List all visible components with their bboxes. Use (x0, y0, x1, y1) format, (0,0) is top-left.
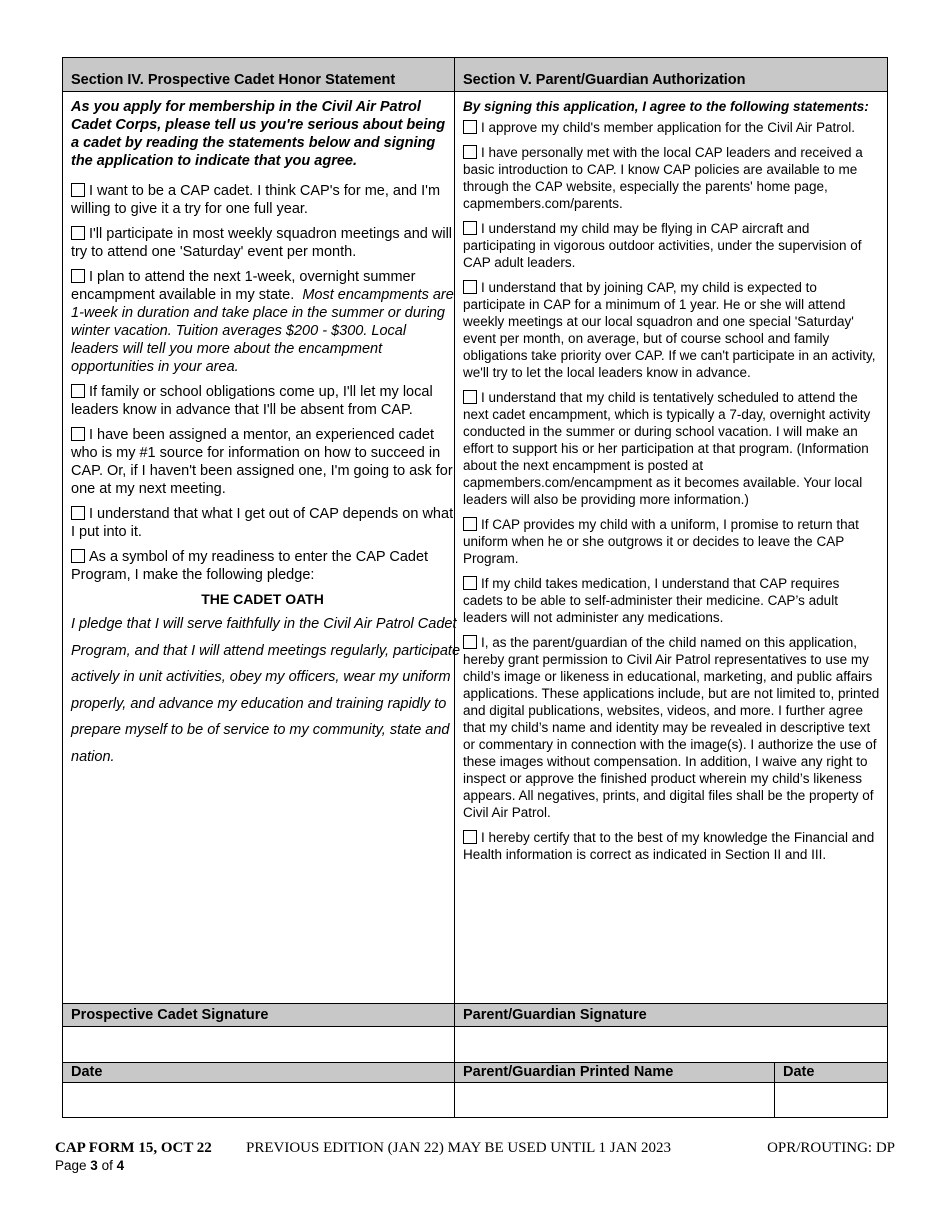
parent-statement-7 (463, 575, 881, 626)
cadet-statement-5-text: I have been assigned a mentor, an experienced cadet who is my #1 source for information on how to succeed in CAP. Or, if I haven't been assigned one, I'm going to ask for one at my next meeting. (71, 427, 453, 497)
section4-title: Section IV. Prospective Cadet Honor Statement (63, 58, 455, 91)
parent-statement-2 (463, 144, 881, 212)
parent-printed-name-label: Parent/Guardian Printed Name (455, 1063, 775, 1082)
cadet-statement-7-checkbox[interactable] (71, 549, 85, 563)
cadet-oath-title: THE CADET OATH (201, 591, 324, 607)
parent-statement-7-checkbox[interactable] (463, 576, 477, 590)
page-current: 3 (90, 1158, 98, 1173)
cadet-signature-cell (63, 1027, 455, 1062)
parent-date-field[interactable] (775, 1083, 887, 1117)
cadet-statement-6-checkbox[interactable] (71, 506, 85, 520)
parent-statement-7-text: If my child takes medication, I understand that CAP requires cadets to be able to self-administer their medicine. CAP’s adult leaders will not administer any medications. (463, 576, 840, 625)
previous-edition-note: PREVIOUS EDITION (JAN 22) MAY BE USED UNTIL 1 JAN 2023 (246, 1140, 671, 1156)
parent-date-cell (775, 1083, 887, 1117)
cadet-oath-text: I pledge that I will serve faithfully in the Civil Air Patrol Cadet Program, and that I will attend meetings regularly, participate actively in unit activities, obey my officers, wear my uniform properly, and advance my education and training rapidly to prepare myself to be of service to my community, state and nation. (71, 616, 461, 765)
parent-statement-5-text: I understand that my child is tentatively scheduled to attend the next cadet encampment, which is typically a 7-day, overnight activity conducted in the summer or during school vacation. I will make an effort to support his or her participation at that program. (Information about the next encampment is posted at capmembers.com/encampment as it becomes available. Your local leaders will also be providing more information.) (463, 390, 871, 507)
page-of: of (101, 1158, 113, 1173)
cadet-statement-2-checkbox[interactable] (71, 226, 85, 240)
cadet-statement-6 (71, 505, 454, 541)
cadet-statement-3-checkbox[interactable] (71, 269, 85, 283)
parent-signature-field[interactable] (455, 1027, 887, 1062)
parent-signature-label: Parent/Guardian Signature (463, 1007, 647, 1023)
cadet-signature-label: Prospective Cadet Signature (63, 1004, 455, 1026)
parent-statement-1-checkbox[interactable] (463, 120, 477, 134)
cadet-statement-4-text: If family or school obligations come up, I'll let my local leaders know in advance that I'll be absent from CAP. (71, 384, 433, 418)
page-total: 4 (116, 1158, 125, 1173)
parent-statement-1 (463, 119, 881, 136)
cadet-statement-3 (71, 268, 454, 376)
parent-statement-6-text: If CAP provides my child with a uniform, I promise to return that uniform when he or she outgrows it or decides to leave the CAP Program. (463, 517, 859, 566)
cadet-statement-4-checkbox[interactable] (71, 384, 85, 398)
cadet-statement-4 (71, 383, 454, 419)
signature-row (63, 1027, 887, 1063)
parent-statement-9 (463, 829, 881, 863)
section4-intro: As you apply for membership in the Civil Air Patrol Cadet Corps, please tell us you're serious about being a cadet by reading the statements below and signing the application to indicate that you agree. (71, 99, 446, 169)
parent-statement-2-text: I have personally met with the local CAP leaders and received a basic introduction to CAP. I know CAP policies are available to me through the CAP website, especially the parents' home page, capmembers.com/parents. (463, 145, 863, 211)
parent-printed-name-cell (455, 1083, 775, 1117)
parent-statement-5 (463, 389, 881, 508)
date-header-row (63, 1063, 887, 1083)
parent-statement-9-text: I hereby certify that to the best of my knowledge the Financial and Health information is correct as indicated in Section II and III. (463, 830, 875, 862)
parent-statement-8-checkbox[interactable] (463, 635, 477, 649)
parent-statement-8 (463, 634, 881, 821)
cadet-statement-2-text: I'll participate in most weekly squadron meetings and will try to attend one 'Saturday' event per month. (71, 226, 453, 260)
parent-statement-4-text: I understand that by joining CAP, my child is expected to participate in CAP for a minimum of 1 year. He or she will attend weekly meetings at our local squadron and one special 'Saturday' event per month, on average, but of course school and family obligations take priority over CAP. If we can't participate in an activity, we'll try to let the local leaders know in advance. (463, 280, 876, 380)
parent-signature-cell (455, 1027, 887, 1062)
encampment-note: Most encampments are 1-week in duration and take place in the summer or during winter vacation. Tuition averages $200 - $300. Local leaders will tell you more about the encampment opportunities in your area. (71, 287, 454, 375)
sections-body (63, 92, 887, 1004)
parent-statement-5-checkbox[interactable] (463, 390, 477, 404)
cadet-statement-7-text: As a symbol of my readiness to enter the CAP Cadet Program, I make the following pledge: (71, 549, 429, 583)
parent-statement-3-checkbox[interactable] (463, 221, 477, 235)
parent-printed-name-field[interactable] (455, 1083, 774, 1117)
cadet-statement-3-text: I plan to attend the next 1-week, overnight summer encampment available in my state. (71, 269, 416, 303)
parent-statement-6-checkbox[interactable] (463, 517, 477, 531)
section5-body (455, 92, 887, 1003)
parent-statement-2-checkbox[interactable] (463, 145, 477, 159)
section-header-row (63, 58, 887, 92)
parent-statement-6 (463, 516, 881, 567)
parent-statement-1-text: I approve my child's member application for the Civil Air Patrol. (481, 120, 855, 135)
cadet-statement-2 (71, 225, 454, 261)
parent-statement-3-text: I understand my child may be flying in CAP aircraft and participating in vigorous outdoor activities, under the supervision of CAP adult leaders. (463, 221, 862, 270)
cadet-statement-5 (71, 426, 454, 498)
cadet-statement-5-checkbox[interactable] (71, 427, 85, 441)
cadet-date-cell (63, 1083, 455, 1117)
parent-statement-9-checkbox[interactable] (463, 830, 477, 844)
parent-statement-4 (463, 279, 881, 381)
cadet-statement-7 (71, 548, 454, 584)
cadet-statement-1-checkbox[interactable] (71, 183, 85, 197)
date-row (63, 1083, 887, 1117)
page-indicator (55, 1158, 124, 1173)
cadet-date-label: Date (63, 1063, 455, 1082)
cadet-statement-6-text: I understand that what I get out of CAP depends on what I put into it. (71, 506, 454, 540)
section5-title: Section V. Parent/Guardian Authorization (463, 72, 746, 88)
parent-statement-3 (463, 220, 881, 271)
signature-header-row (63, 1004, 887, 1027)
opr-routing: OPR/ROUTING: DP (767, 1140, 895, 1156)
cadet-statement-1 (71, 182, 454, 218)
application-form-table (62, 57, 888, 1118)
section5-intro: By signing this application, I agree to the following statements: (463, 99, 869, 114)
parent-statement-4-checkbox[interactable] (463, 280, 477, 294)
cadet-signature-field[interactable] (63, 1027, 454, 1062)
cadet-date-field[interactable] (63, 1083, 454, 1117)
page-label: Page (55, 1158, 87, 1173)
form-footer (55, 1140, 895, 1180)
parent-statement-8-text: I, as the parent/guardian of the child named on this application, hereby grant permission to Civil Air Patrol representatives to use my child’s image or likeness in educational, marketing, and public affairs applications. These applications include, but are not limited to, printed and digital publications, websites, videos, and more. I further agree that my child’s name and identity may be revealed in descriptive text or commentary in connection with the image(s). I authorize the use of these images without compensation. In addition, I waive any right to inspect or approve the finished product wherein my child’s likeness appears. All negatives, prints, and digital files shall be the property of Civil Air Patrol. (463, 635, 880, 820)
cadet-statement-1-text: I want to be a CAP cadet. I think CAP's for me, and I'm willing to give it a try for one full year. (71, 183, 441, 217)
parent-date-label: Date (783, 1064, 815, 1080)
form-id: CAP FORM 15, OCT 22 (55, 1140, 212, 1156)
section4-body (63, 92, 461, 1003)
